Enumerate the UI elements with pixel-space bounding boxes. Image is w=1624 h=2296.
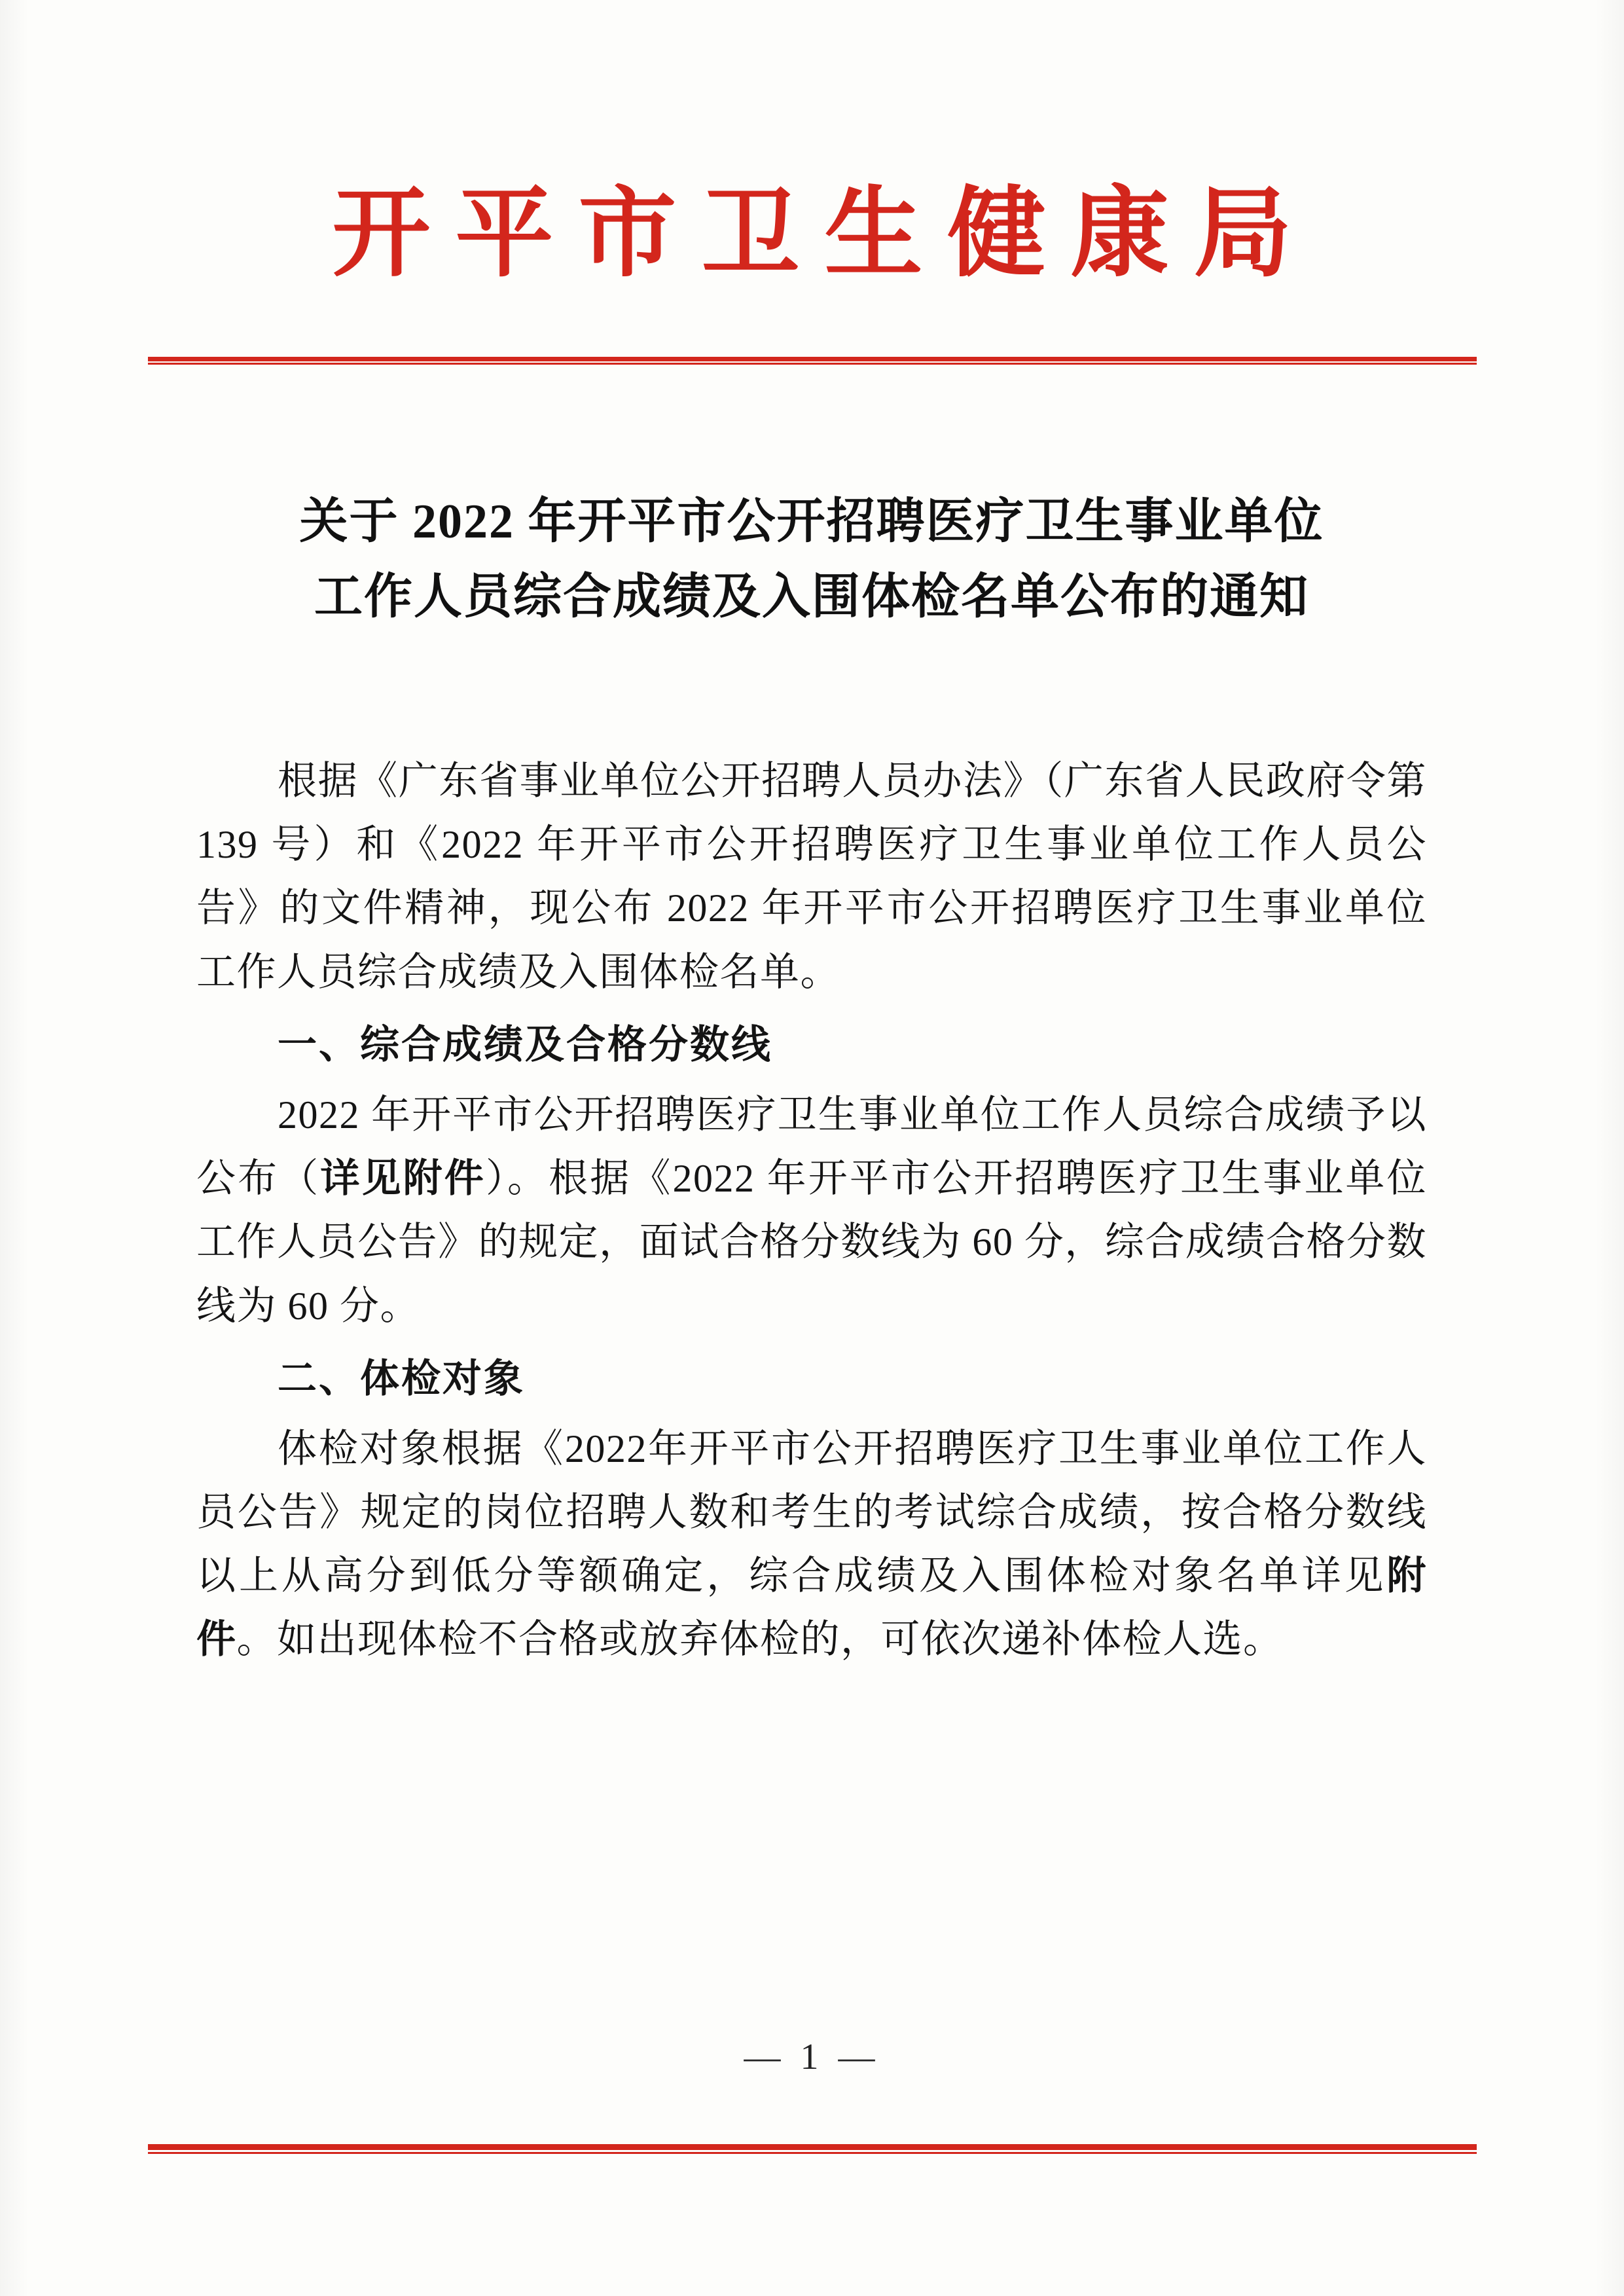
page-title — [183, 484, 1440, 634]
page-title-line-2: 工作人员综合成绩及入围体检名单公布的通知 — [314, 570, 1309, 624]
section-one-text-mid: ）。根据《2022 年开平市公开招聘医疗卫生事业单位工作人员公告》的规定，面试合格分数线为 60 分，综合成绩合格分数线为 60 分。 — [196, 1157, 1427, 1328]
section-heading-one: 一、综合成绩及合格分数线 — [278, 1023, 772, 1066]
footer-divider-rule — [148, 2144, 1477, 2152]
footer-rule-thin — [148, 2152, 1477, 2154]
scan-edge-left — [0, 0, 29, 2296]
paragraph-intro: 根据《广东省事业单位公开招聘人员办法》（广东省人民政府令第 139 号）和《2022 年开平市公开招聘医疗卫生事业单位工作人员公告》的文件精神，现公布 2022 年开平市公开招聘医疗卫生事业单位工作人员综合成绩及入围体检名单。 — [196, 759, 1427, 994]
header-rule-thin — [148, 363, 1477, 365]
section-one-text-pre: 2022 年开平市公开招聘医疗卫生事业单位工作人员综合成绩予以公布（ — [196, 1093, 1427, 1201]
section-heading-two: 二、体检对象 — [278, 1357, 525, 1400]
header-divider-rule — [148, 357, 1477, 365]
paragraph-section-two — [196, 1417, 1427, 1672]
section-two-text-pre: 体检对象根据《2022年开平市公开招聘医疗卫生事业单位工作人员公告》规定的岗位招聘人数和考生的考试综合成绩，按合格分数线以上从高分到低分等额确定，综合成绩及入围体检对象名单详见 — [196, 1427, 1427, 1598]
letterhead — [0, 180, 1624, 289]
scan-edge-right — [1595, 0, 1624, 2296]
footer-rule-thick — [148, 2144, 1477, 2150]
paragraph-section-one — [196, 1084, 1427, 1338]
section-two-text-post: 。如出现体检不合格或放弃体检的，可依次递补体检人选。 — [236, 1618, 1284, 1662]
document-body — [196, 750, 1427, 1676]
header-rule-thick — [148, 357, 1477, 361]
section-one-emphasis-attachment: 详见附件 — [320, 1157, 486, 1201]
page-title-line-1: 关于 2022 年开平市公开招聘医疗卫生事业单位 — [299, 495, 1324, 549]
page-number: — 1 — — [744, 2037, 880, 2077]
section-two-emphasis-attachment: 附件 — [196, 1554, 1427, 1662]
agency-name: 开平市卫生健康局 — [332, 180, 1317, 289]
